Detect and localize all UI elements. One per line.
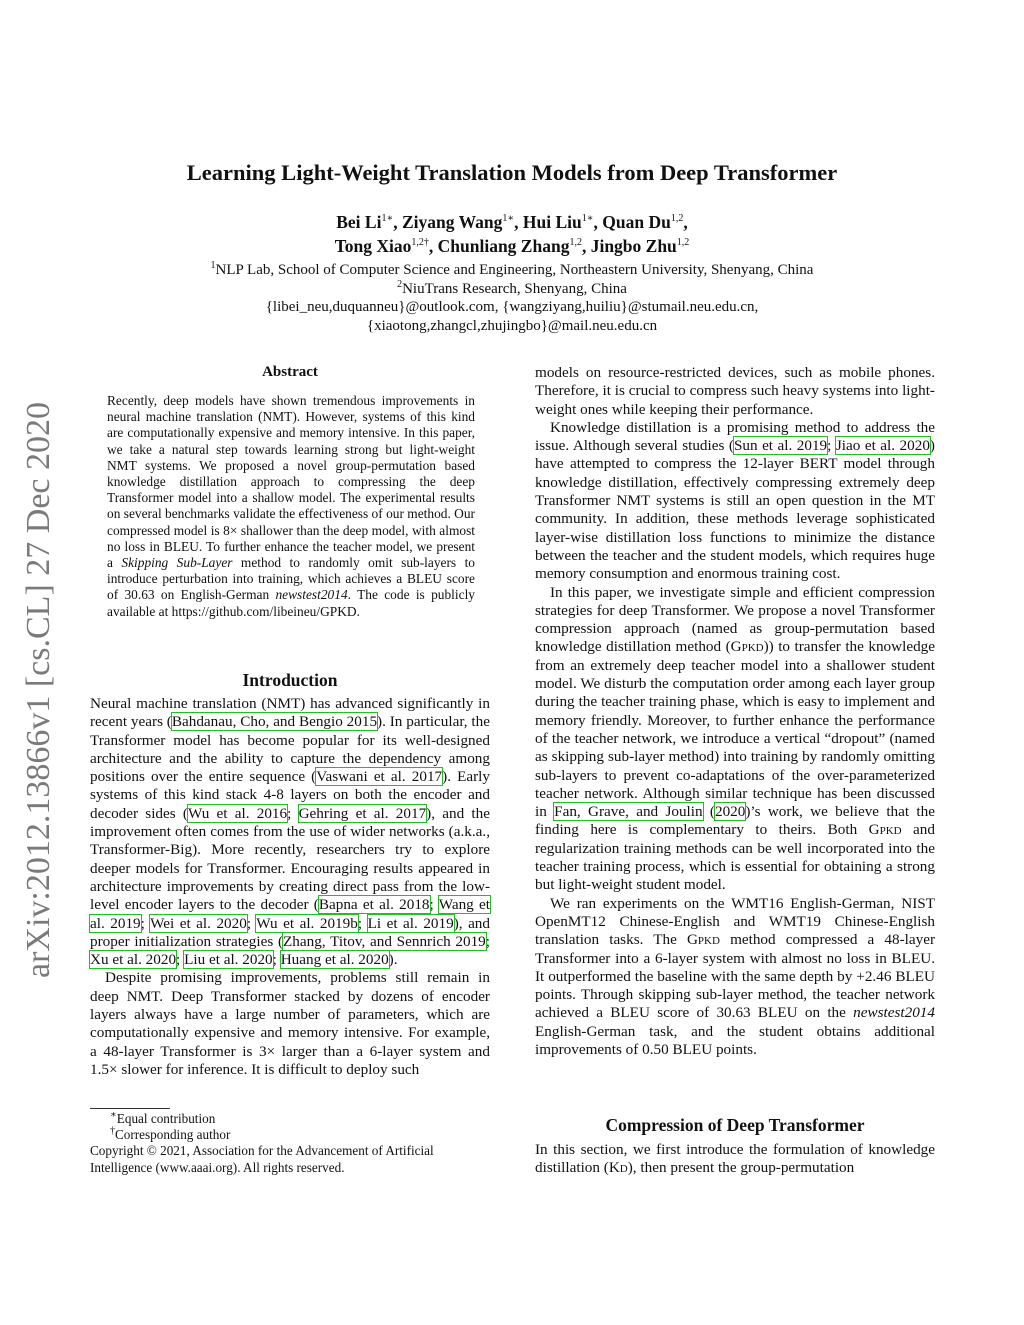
citation-link[interactable]: Gehring et al. 2017 xyxy=(298,804,427,822)
author-name: Tong Xiao xyxy=(334,236,412,256)
citation-link[interactable]: Liu et al. 2020 xyxy=(184,951,273,969)
citation-link[interactable]: Fan, Grave, and Joulin xyxy=(554,803,703,821)
author-sup: 1∗ xyxy=(381,213,394,225)
author-sup: 1,2 xyxy=(569,237,582,249)
copyright-notice: Copyright © 2021, Association for the Advancement of Artificial Intelligence (www.aaai.org). All rights reserved. xyxy=(90,1143,434,1175)
compression-section-heading: Compression of Deep Transformer xyxy=(605,1115,865,1135)
intro-paragraph-1: Neural machine translation (NMT) has advanced significantly in recent years (Bahdanau, Cho, and Bengio 2015). In particular, the Transformer model has become popular for its well-designed architecture and the ability to capture the dependency among positions over the entire sequence (Vaswani et al. 2017). Early systems of this kind stack 4-8 layers on both the encoder and decoder sides (Wu et al. 2016; Gehring et al. 2017), and the improvement often comes from the use of wider networks (a.k.a., Transformer-Big). More recently, researchers try to explore deeper models for Transformer. Encouraging results appeared in architecture improvements by creating direct pass from the low-level encoder layers to the decoder (Bapna et al. 2018; Wang et al. 2019; Wei et al. 2020; Wu et al. 2019b; Li et al. 2019), and proper initialization strategies (Zhang, Titov, and Sennrich 2019; Xu et al. 2020; Liu et al. 2020; Huang et al. 2020). xyxy=(90,695,491,969)
citation-link[interactable]: 2020 xyxy=(714,803,746,821)
citation-link[interactable]: Bahdanau, Cho, and Bengio 2015 xyxy=(171,713,378,731)
citation-link[interactable]: Huang et al. 2020 xyxy=(280,951,389,969)
abstract-emphasis: Skipping Sub-Layer xyxy=(121,555,233,571)
author-line-2: Tong Xiao$^{1,2\dagger}$, Chunliang Zhang$^{1,2}$, Jingbo Zhu$^{1,2}$ xyxy=(334,236,690,256)
citation-link[interactable]: Sun et al. 2019 xyxy=(733,437,828,455)
citation-link[interactable]: Bapna et al. 2018 xyxy=(318,896,430,914)
author-line-1: Bei $Li^{1∗}$, Ziyang Wang$^{1∗}$, Hui Liu$^{1∗}$, Quan Du$^{1,2}$, xyxy=(336,212,688,232)
introduction-body xyxy=(90,695,490,1079)
author-sup: 1,2† xyxy=(411,237,429,249)
author-list xyxy=(0,210,1024,258)
right-column-body xyxy=(535,364,935,1059)
paper-title: Learning Light-Weight Translation Models from Deep Transformer xyxy=(186,160,838,185)
intro-paragraph-2: Despite promising improvements, problems still remain in deep NMT. Deep Transformer stacked by dozens of encoder layers always have a large number of parameters, which are computationally expensive and memory intensive. For example, a 48-layer Transformer is 3× larger than a 6-layer system and 1.5× slower for inference. It is difficult to deploy such xyxy=(90,969,490,1078)
right-paragraph-3: In this paper, we investigate simple and efficient compression strategies for deep Transformer. We propose a novel Transformer compression approach (named as group-permutation based knowledge distillation method (Gpkd)) to transfer the knowledge from an extremely deep teacher model into a shallower student model. We disturb the computation order among each layer group during the teacher training phase, which is easy to implement and memory friendly. Moreover, to further enhance the performance of the teacher network, we introduce a vertical “dropout” (named as skipping sub-layer method) into training by randomly omitting sub-layers to prevent co-adaptations of the over-parameterized teacher network. Although similar technique has been discussed in Fan, Grave, and Joulin (2020)’s work, we believe that the finding here is complementary to theirs. Both Gpkd and regularization training methods can be well incorporated into the teacher training process, which is essential for obtaining a strong but light-weight student model. xyxy=(535,583,935,894)
email-line-1: {libei_neu,duquanneu}@outlook.com, {wangziyang,huiliu}@stumail.neu.edu.cn, xyxy=(265,299,759,315)
author-sup: 1,2 xyxy=(676,237,690,249)
citation-link[interactable]: Li et al. 2019 xyxy=(367,914,454,932)
abstract-heading: Abstract xyxy=(262,364,318,380)
affiliation-1: $^1$NLP Lab, School of Computer Science and Engineering, Northeastern University, Shenyang, China xyxy=(210,260,814,278)
author-sup: 1,2 xyxy=(670,213,684,225)
affiliation-2: $^2$NiuTrans Research, Shenyang, China xyxy=(397,278,627,297)
abstract-body: Recently, deep models have shown tremendous improvements in neural machine translation (NMT). However, systems of this kind are computationally expensive and memory intensive. In this paper, we take a natural step towards learning strong but light-weight NMT systems. We proposed a novel group-permutation based knowledge distillation approach to compressing the deep Transformer model into a shallow model. The experimental results on several benchmarks validate the effectiveness of our method. Our compressed model is 8× shallower than the deep model, with almost no loss in BLEU. To further enhance the teacher model, we present a Skipping Sub-Layer method to randomly omit sub-layers to introduce perturbation into training, which achieves a BLEU score of 30.63 on English-German newstest2014. The code is publicly available at https://github.com/libeineu/GPKD. xyxy=(107,393,475,619)
compression-section-body xyxy=(535,1141,935,1178)
citation-link[interactable]: Xu et al. 2020 xyxy=(90,951,177,969)
affiliations xyxy=(0,261,1024,335)
footnote-rule xyxy=(90,1108,170,1109)
right-paragraph-2: Knowledge distillation is a promising method to address the issue. Although several studies (Sun et al. 2019; Jiao et al. 2020) have attempted to compress the 12-layer BERT model through knowledge distillation, effectively compressing extremely deep Transformer NMT systems is still an open question in the MT community. In addition, these methods leverage sophisticated layer-wise distillation loss functions to minimize the distance between the teacher and the student models, which requires huge memory consumption and enormous training cost. xyxy=(535,418,935,583)
author-sup: 1∗ xyxy=(502,213,515,225)
introduction-heading: Introduction xyxy=(242,670,338,690)
author-sup: 1∗ xyxy=(581,213,594,225)
footnote-equal-contribution: ∗Equal contribution xyxy=(110,1109,216,1126)
arxiv-stamp: arXiv:2012.13866v1 [cs.CL] 27 Dec 2020 xyxy=(20,401,57,978)
citation-link[interactable]: Zhang, Titov, and Sennrich 2019 xyxy=(283,932,486,950)
author-name: Quan Du xyxy=(602,212,671,232)
author-name: Jingbo Zhu xyxy=(590,236,677,256)
right-paragraph-4: We ran experiments on the WMT16 English-German, NIST OpenMT12 Chinese-English and WMT19 Chinese-English translation tasks. The Gpkd method compressed a 48-layer Transformer into a 6-layer system with almost no loss in BLEU. It outperformed the baseline with the same depth by +2.46 BLEU points. Through skipping sub-layer method, the teacher network achieved a BLEU score of 30.63 BLEU on the newstest2014 English-German task, and the student obtains additional improvements of 0.50 BLEU points. xyxy=(535,894,935,1058)
citation-link[interactable]: Wang et al. 2019 xyxy=(90,896,490,932)
citation-link[interactable]: Vaswani et al. 2017 xyxy=(316,768,443,786)
abstract-emphasis: newstest2014 xyxy=(275,587,348,603)
footnote-corresponding-author: †Corresponding author xyxy=(110,1125,231,1143)
citation-link[interactable]: Wu et al. 2016 xyxy=(187,804,288,822)
right-paragraph-1: models on resource-restricted devices, such as mobile phones. Therefore, it is crucial to compress such heavy systems into light-weight ones while keeping their performance. xyxy=(535,364,935,418)
author-name: Ziyang Wang xyxy=(402,212,503,232)
author-name: Bei Li xyxy=(336,212,382,232)
compression-paragraph-1: In this section, we first introduce the formulation of knowledge distillation (Kd), then present the group-permutation xyxy=(535,1141,935,1177)
footnotes xyxy=(90,1111,490,1176)
email-line-2: {xiaotong,zhangcl,zhujingbo}@mail.neu.edu.cn xyxy=(366,317,658,334)
author-name: Chunliang Zhang xyxy=(437,236,570,256)
citation-link[interactable]: Jiao et al. 2020 xyxy=(835,437,930,455)
citation-link[interactable]: Wei et al. 2020 xyxy=(150,914,247,932)
author-name: Hui Liu xyxy=(522,212,582,232)
citation-link[interactable]: Wu et al. 2019b xyxy=(256,914,358,932)
